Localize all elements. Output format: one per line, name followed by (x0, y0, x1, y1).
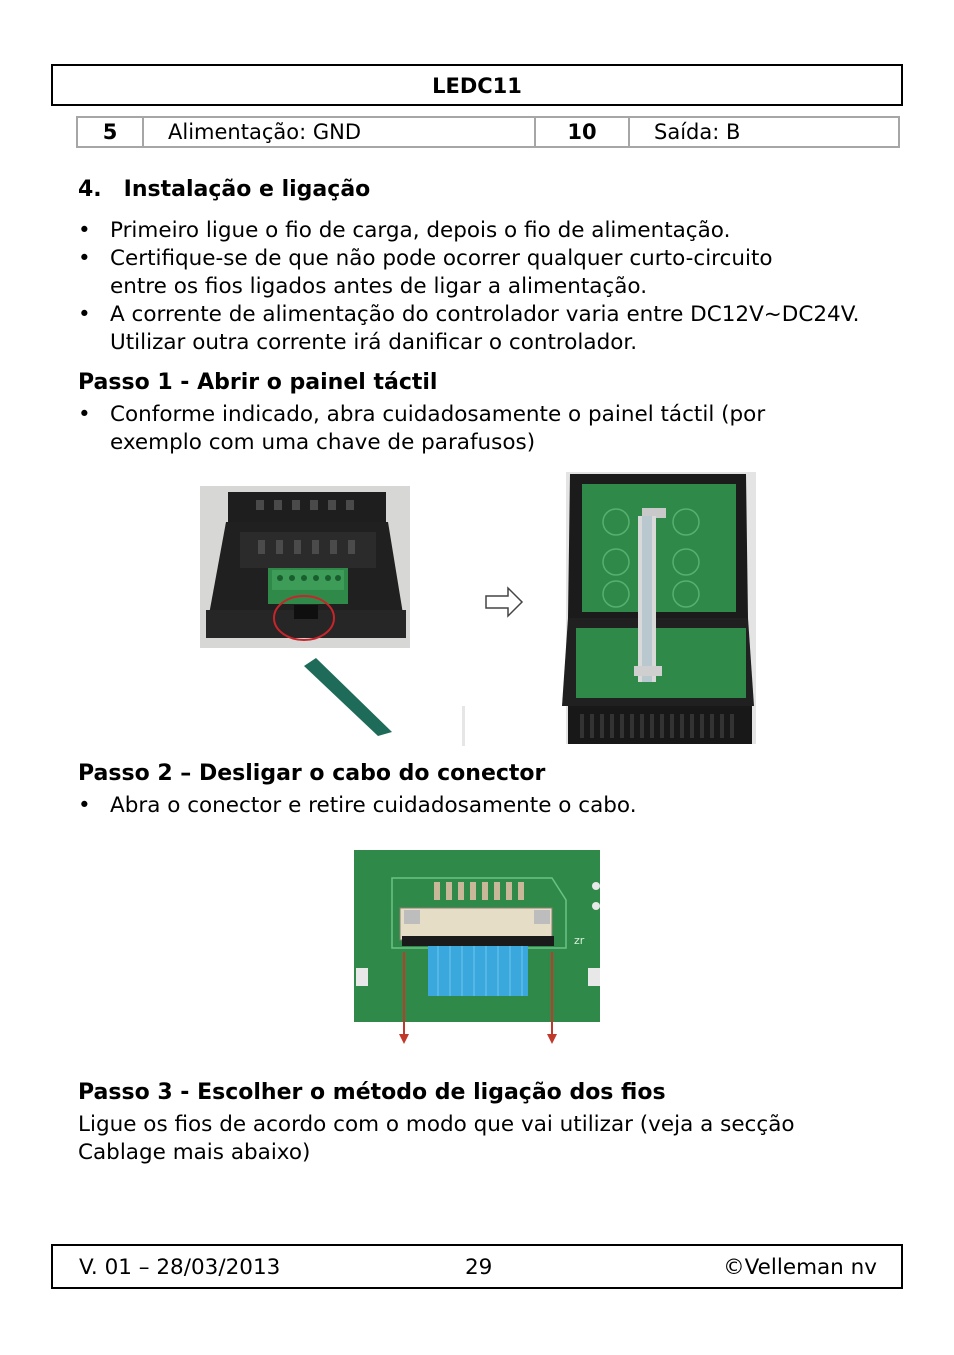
step2-bullet-list (78, 792, 838, 820)
page-footer (51, 1244, 903, 1289)
step2-heading: Passo 2 – Desligar o cabo do conector (78, 761, 546, 786)
list-item: • Certifique-se de que não pode ocorrer qualquer curto-circuito entre os fios ligados antes de ligar a alimentação. (78, 245, 820, 301)
arrow-right-icon (486, 588, 522, 616)
list-item: • Conforme indicado, abra cuidadosamente o painel táctil (por exemplo com uma chave de parafusos) (78, 401, 838, 457)
controller-photo (200, 486, 410, 648)
ribbon-cable (428, 946, 528, 996)
list-item: • Primeiro ligue o fio de carga, depois o fio de alimentação. (78, 217, 878, 245)
figure-open-panel (196, 470, 760, 750)
pin-number-cell: 5 (77, 117, 143, 147)
section-heading (78, 176, 370, 204)
screwdriver-icon (304, 658, 392, 736)
copyright-text: ©Velleman nv (723, 1255, 877, 1280)
pin-number-cell: 10 (535, 117, 629, 147)
board-marking: zr (574, 934, 585, 947)
pin-label-cell: Saída: B (629, 117, 899, 147)
document-version: V. 01 – 28/03/2013 (79, 1255, 281, 1280)
section-title: Instalação e ligação (123, 177, 371, 202)
step1-heading: Passo 1 - Abrir o painel táctil (78, 370, 438, 395)
step3-heading: Passo 3 - Escolher o método de ligação dos fios (78, 1080, 666, 1105)
figure-connector (352, 848, 602, 1048)
step1-bullet-list (78, 401, 838, 457)
section-number: 4. (78, 177, 102, 202)
opened-panel-photo (562, 472, 756, 744)
list-item: • A corrente de alimentação do controlador varia entre DC12V~DC24V. Utilizar outra corrente irá danificar o controlador. (78, 301, 878, 357)
installation-bullet-list (78, 217, 878, 357)
pin-table (76, 116, 900, 148)
step3-text: Ligue os fios de acordo com o modo que vai utilizar (veja a secção Cablage mais abaixo) (78, 1112, 795, 1165)
page-header (51, 64, 903, 106)
document-title: LEDC11 (432, 74, 522, 98)
table-row (77, 117, 899, 147)
pin-label-cell: Alimentação: GND (143, 117, 535, 147)
list-item: • Abra o conector e retire cuidadosamente o cabo. (78, 792, 838, 820)
page-number: 29 (465, 1255, 493, 1280)
